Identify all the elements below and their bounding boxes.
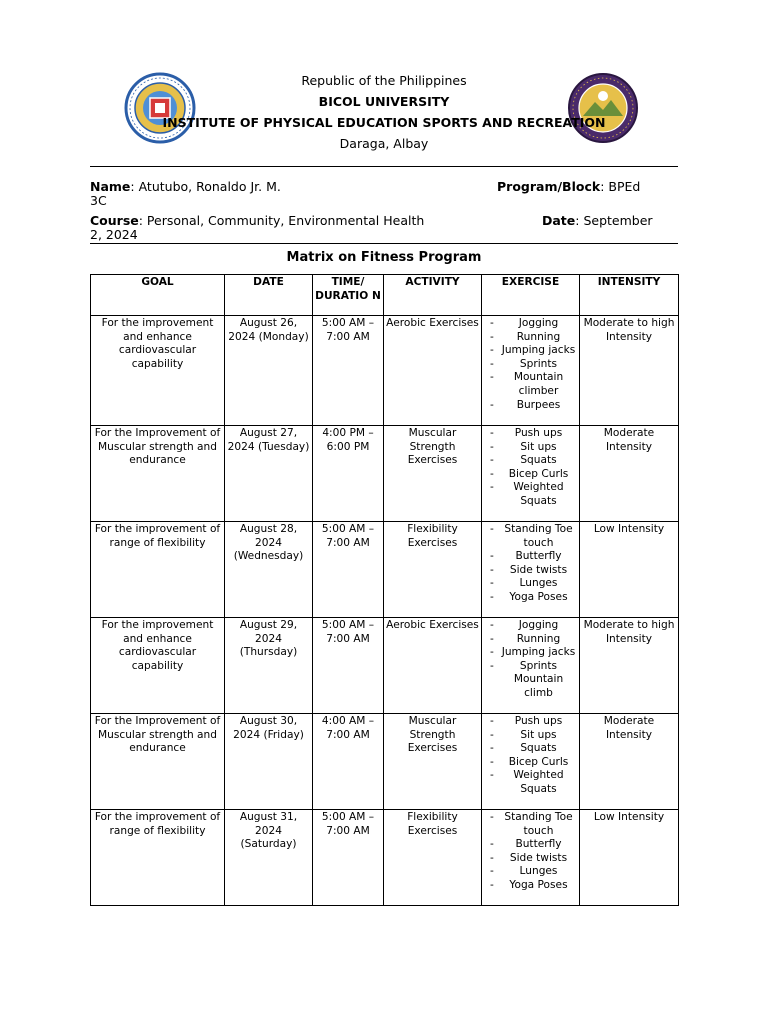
exercise-item: - Sprints — [484, 660, 577, 674]
date-cell: August 27, 2024 (Tuesday) — [225, 426, 313, 522]
header-activity: ACTIVITY — [384, 275, 482, 316]
exercise-item: - Yoga Poses — [484, 591, 577, 605]
exercise-list — [484, 811, 577, 893]
exercise-item: - Bicep Curls — [484, 468, 577, 482]
exercise-list — [484, 427, 577, 509]
activity-cell: Aerobic Exercises — [384, 618, 482, 714]
exercise-cell — [482, 618, 580, 714]
date-cell: August 29, 2024 (Thursday) — [225, 618, 313, 714]
date-cell: August 31, 2024 (Saturday) — [225, 810, 313, 906]
table-body — [91, 316, 679, 906]
exercise-item: - Butterfly — [484, 838, 577, 852]
exercise-cell — [482, 316, 580, 426]
table-row — [91, 810, 679, 906]
header-university: BICOL UNIVERSITY — [318, 94, 450, 109]
exercise-item: - Running — [484, 633, 577, 647]
intensity-cell: Low Intensity — [580, 522, 679, 618]
time-cell: 4:00 AM – 7:00 AM — [313, 714, 384, 810]
table-row — [91, 426, 679, 522]
exercise-cell — [482, 522, 580, 618]
activity-cell: Flexibility Exercises — [384, 522, 482, 618]
time-cell: 5:00 AM – 7:00 AM — [313, 618, 384, 714]
document-title: Matrix on Fitness Program — [286, 250, 482, 265]
name-label: Name — [90, 179, 131, 194]
table-row — [91, 522, 679, 618]
program-value: : BPEd — [600, 179, 641, 194]
exercise-item: - Burpees — [484, 399, 577, 413]
exercise-cell — [482, 810, 580, 906]
exercise-item: - Squats — [484, 454, 577, 468]
date-value: : September — [575, 213, 653, 228]
program-label: Program/Block — [497, 179, 601, 194]
exercise-item: - Weighted Squats — [484, 481, 577, 508]
activity-cell: Muscular Strength Exercises — [384, 426, 482, 522]
header-goal: GOAL — [91, 275, 225, 316]
exercise-item: - Jumping jacks — [484, 344, 577, 358]
goal-cell: For the improvement of range of flexibility — [91, 810, 225, 906]
course-value: : Personal, Community, Environmental Health — [138, 213, 425, 228]
exercise-item: - Sit ups — [484, 729, 577, 743]
time-cell: 5:00 AM – 7:00 AM — [313, 316, 384, 426]
exercise-item: - Push ups — [484, 715, 577, 729]
exercise-item: - Standing Toe touch — [484, 811, 577, 838]
intensity-cell: Low Intensity — [580, 810, 679, 906]
time-cell: 5:00 AM – 7:00 AM — [313, 522, 384, 618]
divider-bottom — [90, 243, 678, 244]
exercise-cell — [482, 714, 580, 810]
table-row — [91, 714, 679, 810]
date-cell: August 26, 2024 (Monday) — [225, 316, 313, 426]
exercise-item: - Running — [484, 331, 577, 345]
intensity-cell: Moderate to high Intensity — [580, 618, 679, 714]
fitness-matrix-table — [90, 274, 679, 906]
goal-cell: For the improvement of range of flexibility — [91, 522, 225, 618]
divider-top — [90, 166, 678, 167]
activity-cell: Muscular Strength Exercises — [384, 714, 482, 810]
intensity-cell: Moderate Intensity — [580, 714, 679, 810]
exercise-list — [484, 317, 577, 412]
info-name-row — [90, 180, 678, 210]
header-time: TIME/ DURATIO N — [313, 275, 384, 316]
exercise-item: - Bicep Curls — [484, 756, 577, 770]
exercise-item: - Jogging — [484, 317, 577, 331]
exercise-item: - Yoga Poses — [484, 879, 577, 893]
exercise-item: - Sit ups — [484, 441, 577, 455]
time-cell: 4:00 PM – 6:00 PM — [313, 426, 384, 522]
exercise-item: - Mountain climber — [484, 371, 577, 398]
header-institute: INSTITUTE OF PHYSICAL EDUCATION SPORTS AND RECREATION — [162, 115, 606, 130]
exercise-item: Mountain climb — [513, 673, 564, 699]
exercise-item: - Standing Toe touch — [484, 523, 577, 550]
exercise-item: - Side twists — [484, 852, 577, 866]
exercise-item: - Lunges — [484, 865, 577, 879]
activity-cell: Flexibility Exercises — [384, 810, 482, 906]
exercise-list — [484, 715, 577, 797]
goal-cell: For the improvement and enhance cardiovascular capability — [91, 618, 225, 714]
exercise-item: - Jumping jacks — [484, 646, 577, 660]
exercise-item: - Weighted Squats — [484, 769, 577, 796]
table-header-row — [91, 275, 679, 316]
document-header — [0, 70, 768, 154]
info-course-row — [90, 214, 678, 244]
header-intensity: INTENSITY — [580, 275, 679, 316]
course-label: Course — [90, 213, 139, 228]
exercise-item: - Squats — [484, 742, 577, 756]
exercise-list — [484, 523, 577, 605]
exercise-item: - Sprints — [484, 358, 577, 372]
goal-cell: For the Improvement of Muscular strength and endurance — [91, 426, 225, 522]
intensity-cell: Moderate Intensity — [580, 426, 679, 522]
date-cell: August 30, 2024 (Friday) — [225, 714, 313, 810]
date-label: Date — [542, 213, 576, 228]
header-location: Daraga, Albay — [339, 136, 429, 151]
activity-cell: Aerobic Exercises — [384, 316, 482, 426]
table-row — [91, 316, 679, 426]
exercise-cell — [482, 426, 580, 522]
program-wrap: 3C — [90, 193, 107, 208]
time-cell: 5:00 AM – 7:00 AM — [313, 810, 384, 906]
header-republic: Republic of the Philippines — [301, 73, 467, 88]
exercise-item: - Jogging — [484, 619, 577, 633]
exercise-list — [484, 619, 577, 701]
intensity-cell: Moderate to high Intensity — [580, 316, 679, 426]
exercise-item: - Side twists — [484, 564, 577, 578]
header-exercise: EXERCISE — [482, 275, 580, 316]
goal-cell: For the Improvement of Muscular strength and endurance — [91, 714, 225, 810]
goal-cell: For the improvement and enhance cardiovascular capability — [91, 316, 225, 426]
name-value: : Atutubo, Ronaldo Jr. M. — [130, 179, 281, 194]
exercise-item: - Push ups — [484, 427, 577, 441]
table-row — [91, 618, 679, 714]
exercise-item: - Butterfly — [484, 550, 577, 564]
date-wrap: 2, 2024 — [90, 227, 138, 242]
header-date: DATE — [225, 275, 313, 316]
date-cell: August 28, 2024 (Wednesday) — [225, 522, 313, 618]
exercise-item: - Lunges — [484, 577, 577, 591]
